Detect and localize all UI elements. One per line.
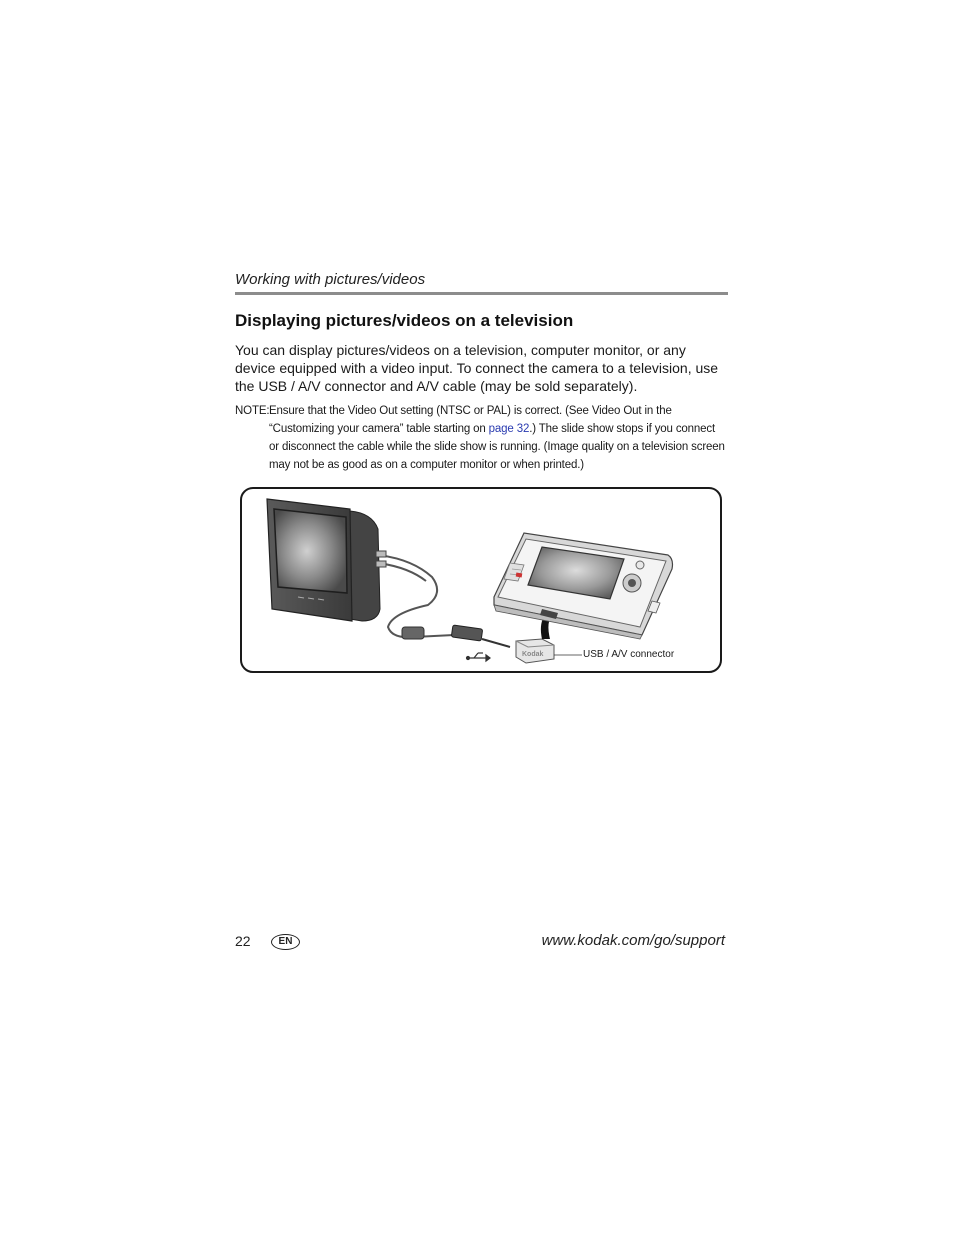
illustration-drawing — [242, 489, 722, 673]
note-label: NOTE: — [235, 405, 270, 417]
section-header: Working with pictures/videos — [235, 271, 426, 288]
language-badge: EN — [271, 934, 300, 950]
note-text — [269, 402, 728, 474]
intro-paragraph: You can display pictures/videos on a television, computer monitor, or any device equipped with a video input. To connect the camera to a television, use the USB / A/V connector and A/V cable (may be sold separately). — [235, 342, 719, 394]
connection-illustration — [240, 487, 722, 673]
page-32-link[interactable]: page 32 — [488, 423, 530, 435]
page-number: 22 — [235, 933, 251, 949]
page-title: Displaying pictures/videos on a television — [235, 311, 574, 330]
support-url[interactable]: www.kodak.com/go/support — [541, 932, 725, 949]
note-text-before-link: Ensure that the Video Out setting (NTSC or PAL) is correct. (See Video Out in the “Customizing your camera” table starting on — [269, 405, 672, 435]
television-icon — [267, 499, 380, 621]
note-text-after-link: .) The slide show stops if you connect or disconnect the cable while the slide show is running. (Image quality on a television screen may not be as good as on a computer monitor or when printed.) — [269, 423, 725, 471]
usb-av-connector-icon — [516, 639, 582, 663]
usb-icon — [467, 653, 491, 661]
note-block — [235, 402, 728, 474]
header-rule — [235, 292, 728, 295]
camera-icon — [494, 533, 673, 639]
connector-brand-label: Kodak — [522, 651, 544, 658]
av-cable-icon — [376, 551, 510, 647]
usb-av-connector-callout: USB / A/V connector — [583, 649, 675, 660]
